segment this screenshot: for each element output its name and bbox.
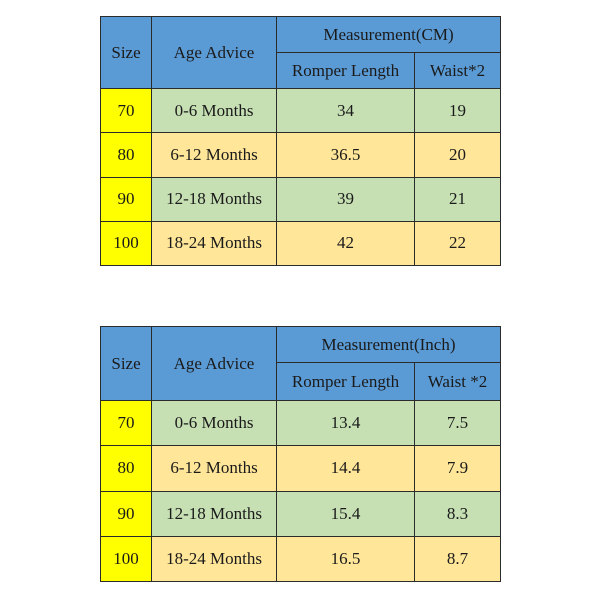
romper-length-header: Romper Length (277, 53, 415, 89)
waist-cell: 19 (415, 89, 501, 133)
size-chart-cm-table (100, 16, 501, 266)
size-cell: 100 (101, 221, 152, 265)
age-cell: 12-18 Months (152, 491, 277, 536)
age-cell: 18-24 Months (152, 536, 277, 581)
length-cell: 42 (277, 221, 415, 265)
measurement-header: Measurement(CM) (277, 17, 501, 53)
size-header: Size (101, 17, 152, 89)
age-advice-header: Age Advice (152, 17, 277, 89)
table-row (101, 177, 501, 221)
table-row (101, 446, 501, 491)
waist-cell: 8.7 (415, 536, 501, 581)
length-cell: 15.4 (277, 491, 415, 536)
header-row (101, 327, 501, 363)
length-cell: 34 (277, 89, 415, 133)
age-advice-header: Age Advice (152, 327, 277, 401)
waist-cell: 20 (415, 133, 501, 177)
table-row (101, 89, 501, 133)
size-cell: 70 (101, 89, 152, 133)
size-header: Size (101, 327, 152, 401)
waist-header: Waist*2 (415, 53, 501, 89)
table-row (101, 491, 501, 536)
age-cell: 0-6 Months (152, 89, 277, 133)
length-cell: 16.5 (277, 536, 415, 581)
size-cell: 100 (101, 536, 152, 581)
size-cell: 70 (101, 401, 152, 446)
table-row (101, 221, 501, 265)
table-row (101, 133, 501, 177)
age-cell: 0-6 Months (152, 401, 277, 446)
waist-cell: 21 (415, 177, 501, 221)
waist-cell: 22 (415, 221, 501, 265)
length-cell: 36.5 (277, 133, 415, 177)
measurement-header: Measurement(Inch) (277, 327, 501, 363)
length-cell: 39 (277, 177, 415, 221)
age-cell: 6-12 Months (152, 446, 277, 491)
waist-header: Waist *2 (415, 363, 501, 401)
size-cell: 80 (101, 446, 152, 491)
table-row (101, 536, 501, 581)
length-cell: 14.4 (277, 446, 415, 491)
romper-length-header: Romper Length (277, 363, 415, 401)
age-cell: 12-18 Months (152, 177, 277, 221)
table-row (101, 401, 501, 446)
length-cell: 13.4 (277, 401, 415, 446)
waist-cell: 7.5 (415, 401, 501, 446)
size-cell: 80 (101, 133, 152, 177)
size-cell: 90 (101, 177, 152, 221)
waist-cell: 8.3 (415, 491, 501, 536)
age-cell: 18-24 Months (152, 221, 277, 265)
header-row (101, 17, 501, 53)
size-cell: 90 (101, 491, 152, 536)
waist-cell: 7.9 (415, 446, 501, 491)
age-cell: 6-12 Months (152, 133, 277, 177)
size-chart-inch-table (100, 326, 501, 582)
